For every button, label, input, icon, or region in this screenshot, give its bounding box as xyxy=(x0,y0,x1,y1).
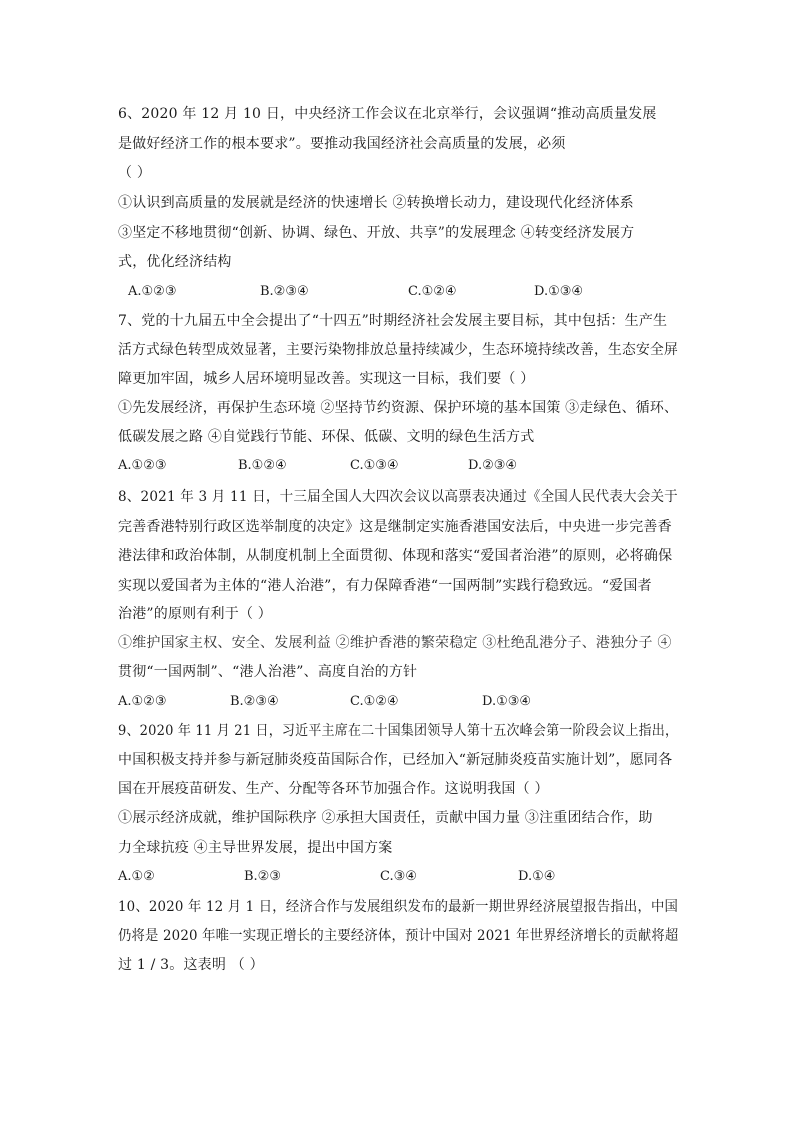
question-9-option-a[interactable]: A.①② xyxy=(118,869,155,884)
question-6-stem-line-1: 6、2020 年 12 月 10 日，中央经济工作会议在北京举行，会议强调“推动高质量发展 xyxy=(118,106,657,122)
question-10-stem-line-1: 10、2020 年 12 月 1 日，经济合作与发展组织发布的最新一期世界经济展望报告指出，中国 xyxy=(118,899,679,915)
question-9-options xyxy=(118,867,678,887)
question-9-stem-line-3: 国在开展疫苗研发、生产、分配等各环节加强合作。这说明我国（ ） xyxy=(118,781,549,797)
question-10-stem-line-2: 仍将是 2020 年唯一实现正增长的主要经济体，预计中国对 2021 年世界经济增长的贡献将超 xyxy=(118,928,679,944)
question-7-option-c[interactable]: C.①③④ xyxy=(350,458,399,473)
question-6-answer-blank: （ ） xyxy=(118,165,152,181)
question-7-stem-line-2: 活方式绿色转型成效显著，主要污染物排放总量持续减少，生态环境持续改善，生态安全屏 xyxy=(118,342,678,358)
question-6-statements-line-2: ③坚定不移地贯彻“创新、协调、绿色、开放、共享”的发展理念 ④转变经济发展方 xyxy=(118,225,635,241)
question-8-statements-line-1: ①维护国家主权、安全、发展利益 ②维护香港的繁荣稳定 ③杜绝乱港分子、港独分子 ④ xyxy=(118,635,672,651)
question-10-stem-line-3: 过 1 / 3。这表明 （ ） xyxy=(118,957,264,973)
question-6-stem-line-2: 是做好经济工作的根本要求”。要推动我国经济社会高质量的发展，必须 xyxy=(118,136,566,152)
question-7-option-d[interactable]: D.②③④ xyxy=(468,458,518,473)
question-9-statements-line-2: 力全球抗疫 ④主导世界发展，提出中国方案 xyxy=(118,840,393,856)
question-7-options xyxy=(118,456,678,476)
question-8-statements-line-2: 贯彻“一国两制”、“港人治港”、高度自治的方针 xyxy=(118,664,418,680)
question-6-statements-line-3: 式，优化经济结构 xyxy=(118,254,232,270)
question-7-option-b[interactable]: B.①②④ xyxy=(238,458,287,473)
question-6-statements-line-1: ①认识到高质量的发展就是经济的快速增长 ②转换增长动力，建设现代化经济体系 xyxy=(118,195,634,211)
question-8-stem-line-5: 治港”的原则有利于（ ） xyxy=(118,606,273,622)
question-7-statements-line-1: ①先发展经济，再保护生态环境 ②坚持节约资源、保护环境的基本国策 ③走绿色、循环、 xyxy=(118,400,679,416)
question-8-options xyxy=(118,692,678,712)
question-6-option-c[interactable]: C.①②④ xyxy=(408,284,457,299)
question-8-option-d[interactable]: D.①③④ xyxy=(482,694,532,709)
question-9-stem-line-2: 中国积极支持并参与新冠肺炎疫苗国际合作，已经加入“新冠肺炎疫苗实施计划”，愿同各 xyxy=(118,752,673,768)
question-9-option-d[interactable]: D.①④ xyxy=(518,869,556,884)
question-9-option-c[interactable]: C.③④ xyxy=(380,869,417,884)
question-8-option-b[interactable]: B.②③④ xyxy=(230,694,279,709)
question-6-option-b[interactable]: B.②③④ xyxy=(260,284,309,299)
question-8-option-a[interactable]: A.①②③ xyxy=(118,694,167,709)
question-8-stem-line-1: 8、2021 年 3 月 11 日，十三届全国人大四次会议以高票表决通过《全国人民代表大会关于 xyxy=(118,489,678,505)
question-9-statements-line-1: ①展示经济成就，维护国际秩序 ②承担大国责任，贡献中国力量 ③注重团结合作，助 xyxy=(118,810,653,826)
question-7-option-a[interactable]: A.①②③ xyxy=(118,458,167,473)
question-7-stem-line-3: 障更加牢固，城乡人居环境明显改善。实现这一目标，我们要（ ） xyxy=(118,371,535,387)
question-8-option-c[interactable]: C.①②④ xyxy=(350,694,399,709)
question-8-stem-line-4: 实现以爱国者为主体的“港人治港”，有力保障香港“一国两制”实践行稳致远。“爱国者 xyxy=(118,578,652,594)
question-8-stem-line-2: 完善香港特别行政区选举制度的决定》这是继制定实施香港国安法后，中央进一步完善香 xyxy=(118,519,672,535)
question-7-stem-line-1: 7、党的十九届五中全会提出了“十四五”时期经济社会发展主要目标，其中包括：生产生 xyxy=(118,313,668,329)
question-9-stem-line-1: 9、2020 年 11 月 21 日，习近平主席在二十国集团领导人第十五次峰会第一阶段会议上指出， xyxy=(118,723,679,739)
question-6-option-a[interactable]: A.①②③ xyxy=(128,284,177,299)
question-6-options xyxy=(118,282,678,302)
question-9-option-b[interactable]: B.②③ xyxy=(244,869,281,884)
question-8-stem-line-3: 港法律和政治体制，从制度机制上全面贯彻、体现和落实“爱国者治港”的原则，必将确保 xyxy=(118,548,673,564)
question-6-option-d[interactable]: D.①③④ xyxy=(534,284,584,299)
question-7-statements-line-2: 低碳发展之路 ④自觉践行节能、环保、低碳、文明的绿色生活方式 xyxy=(118,429,535,445)
